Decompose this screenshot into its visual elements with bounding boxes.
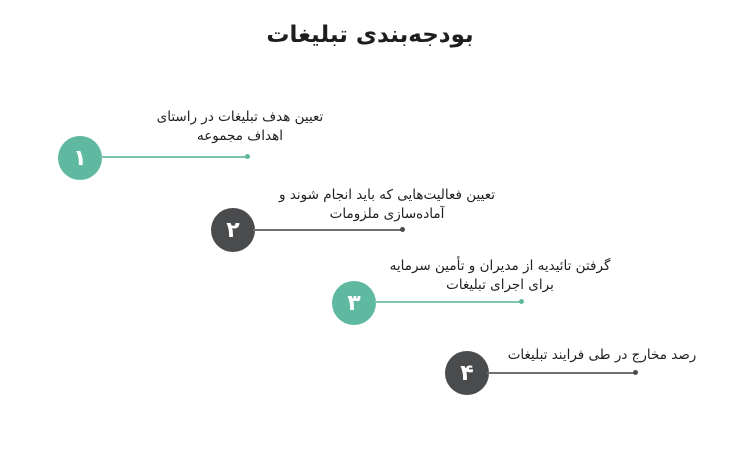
step-3-text xyxy=(370,257,630,295)
step-1-text xyxy=(150,108,330,146)
step-2-number: ۲ xyxy=(226,217,240,243)
step-4-connector xyxy=(487,372,637,374)
step-2-line-1: تعیین فعالیت‌هایی که باید انجام شوند و xyxy=(279,187,495,203)
step-4-number: ۴ xyxy=(460,360,474,386)
page-title: بودجه‌بندی تبلیغات xyxy=(266,22,474,48)
step-1-dot xyxy=(245,154,250,159)
step-1-line-2: اهداف مجموعه xyxy=(196,128,283,144)
step-3-line-2: برای اجرای تبلیغات xyxy=(446,277,554,293)
step-2-dot xyxy=(400,227,405,232)
step-1-circle xyxy=(58,136,102,180)
step-3-dot xyxy=(519,299,524,304)
step-4-line-1: رصد مخارج در طی فرایند تبلیغات xyxy=(507,347,697,363)
step-1-line-1: تعیین هدف تبلیغات در راستای xyxy=(156,109,324,125)
step-3-connector xyxy=(374,301,522,303)
step-1-connector xyxy=(100,156,248,158)
step-2-connector xyxy=(253,229,403,231)
step-2-line-2: آماده‌سازی ملزومات xyxy=(329,206,445,222)
step-2-circle xyxy=(211,208,255,252)
step-3-number: ۳ xyxy=(347,290,361,316)
step-4-circle xyxy=(445,351,489,395)
step-4-text xyxy=(494,346,710,365)
step-1-number: ۱ xyxy=(73,145,87,171)
step-2-text xyxy=(262,186,512,224)
step-3-line-1: گرفتن تائیدیه از مدیران و تأمین سرمایه xyxy=(389,258,611,274)
step-4-dot xyxy=(633,370,638,375)
